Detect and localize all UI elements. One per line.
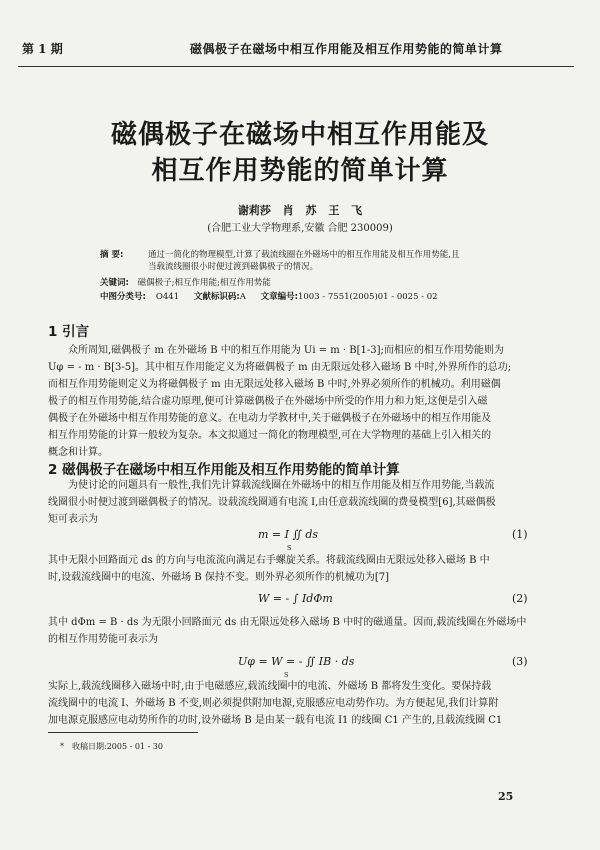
- paper-title-line1: 磁偶极子在磁场中相互作用能及: [110, 120, 489, 150]
- paper-title-line2: 相互作用势能的简单计算: [151, 156, 449, 186]
- equation-1-number: (1): [512, 528, 528, 541]
- page-number: 25: [498, 790, 514, 803]
- abstract-label: 摘 要:: [100, 250, 124, 260]
- equation-3-subscript: S: [284, 671, 289, 679]
- footnote-rule: [48, 732, 198, 733]
- section-2-heading: 2 磁偶极子在磁场中相互作用能及相互作用势能的简单计算: [48, 462, 400, 478]
- running-title: 磁偶极子在磁场中相互作用能及相互作用势能的简单计算: [190, 42, 503, 56]
- section-1-body: 众所周知,磁偶极子 m 在外磁场 B 中的相互作用能为 Ui = m · B[1-3];而相应的相互作用势能则为 Uφ = - m · B[3-5]。其中相互作用能定义为将磁偶极子 m 由无限远处移入磁场 B 中时,外界所作的总功; 而相互作用势能则定义为将磁偶极子 m 由无限远处移入磁场 B 中时,外界必须所作的机械功。利用磁偶 极子的相互作用势能,结合虚功原理,便可计算磁偶极子在外磁场中所受的作用力和力矩,这便是引入磁 偶极子在外磁场中相互作用势能的意义。在电动力学教材中,关于磁偶极子在外磁场中的相互作用能及 相互作用势能的计算一般较为复杂。本文拟通过一简化的物理模型,可在大学物理的基础上引入相关的 概念和计算。: [48, 345, 512, 458]
- footnote: * 收稿日期:2005 - 01 - 30: [60, 742, 163, 751]
- section-2-body-c: 其中 dΦm = B · ds 为无限小回路面元 ds 由无限远处移入磁场 B 中时的磁通量。因而,载流线圈在外磁场中 的相互作用势能可表示为: [48, 617, 527, 645]
- equation-1-subscript: S: [287, 544, 292, 552]
- equation-1: m = I ∬ ds: [258, 528, 319, 541]
- abstract-text: 通过一简化的物理模型,计算了载流线圈在外磁场中的相互作用能及相互作用势能,且 当载流线圈很小时便过渡到磁偶极子的情况。: [148, 250, 460, 272]
- classification-line: 中图分类号: O441 文献标识码:A 文章编号:1003 - 7551(2005)01 - 0025 - 02: [100, 292, 438, 302]
- section-1-heading: 1 引言: [48, 324, 90, 340]
- authors: 谢莉莎 肖 苏 王 飞: [237, 204, 363, 217]
- affiliation: (合肥工业大学物理系,安徽 合肥 230009): [207, 223, 393, 234]
- header-rule: [18, 66, 574, 67]
- keywords: 关键词: 磁偶极子;相互作用能;相互作用势能: [100, 278, 271, 288]
- equation-3: Uφ = W = - ∬ IB · ds: [238, 655, 355, 668]
- section-2-body-a: 为使讨论的问题具有一般性,我们先计算载流线圈在外磁场中的相互作用能及相互作用势能,当载流 线圈很小时便过渡到磁偶极子的情况。设载流线圈通有电流 I,由任意载流线圈的费曼模型[6],其磁偶极 矩可表示为: [48, 480, 496, 525]
- equation-2-number: (2): [512, 592, 528, 605]
- equation-2: W = - ∫ IdΦm: [258, 592, 333, 605]
- section-2-body-d: 实际上,载流线圈移入磁场中时,由于电磁感应,载流线圈中的电流、外磁场 B 都将发生变化。要保持载 流线圈中的电流 I、外磁场 B 不变,则必须提供附加电源,克服感应电动势作功。为方便起见,我们计算附 加电源克服感应电动势所作的功时,设外磁场 B 是由某一载有电流 I1 的线圈 C1 产生的,且载流线圈 C1: [48, 681, 503, 726]
- journal-issue: 第 1 期: [22, 42, 63, 56]
- section-2-body-b: 其中无限小回路面元 ds 的方向与电流流向满足右手螺旋关系。将载流线圈由无限远处移入磁场 B 中 时,设载流线圈中的电流、外磁场 B 保持不变。则外界必须所作的机械功为[7]: [48, 555, 490, 583]
- equation-3-number: (3): [512, 655, 528, 668]
